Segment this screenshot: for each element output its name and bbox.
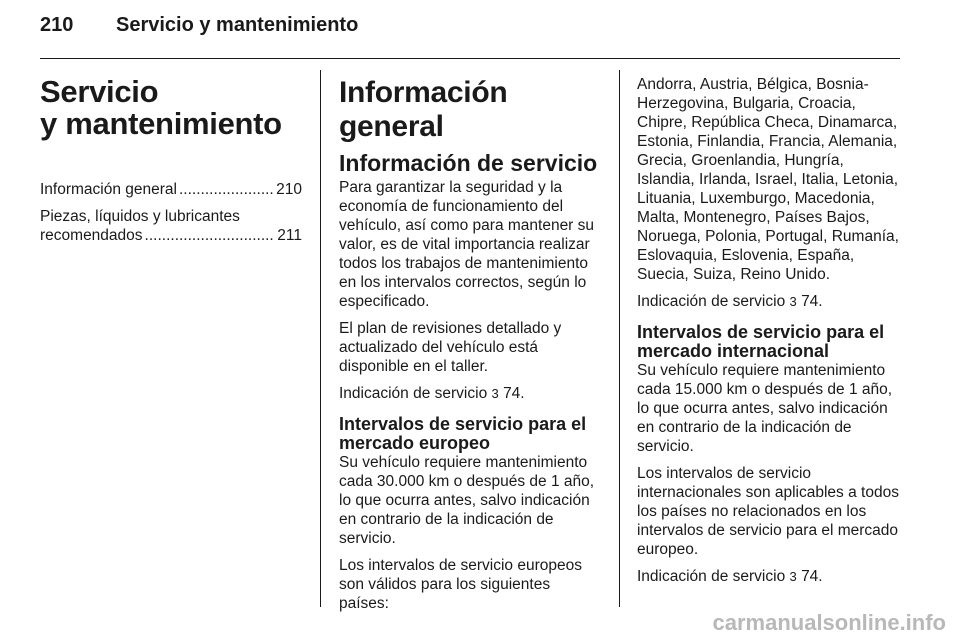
paragraph: Los intervalos de servicio europeos son válidos para los siguientes países: [339, 557, 582, 612]
header-rule [40, 58, 900, 59]
toc-label: Piezas, líquidos y lubricantes [40, 208, 240, 225]
subsection-title: Intervalos de servicio para el mercado internacional [637, 322, 885, 361]
cross-reference[interactable]: Indicación de servicio 3 74. [637, 293, 823, 310]
toc-page: 210 [276, 181, 302, 198]
paragraph: El plan de revisiones detallado y actualizado del vehículo está disponible en el taller. [339, 320, 562, 375]
country-list: Andorra, Austria, Bélgica, Bosnia-Herzegovina, Bulgaria, Croacia, Chipre, República Checa, Dinamarca, Estonia, Finlandia, Francia, Alemania, Grecia, Groenlandia, Hungría, Islandia, Irlanda, Israel, Italia, Letonia, Lituania, Luxemburgo, Macedonia, Malta, Montenegro, Países Bajos, Noruega, Polonia, Portugal, Rumanía, Eslovaquia, Eslovenia, España, Suecia, Suiza, Reino Unido. [637, 76, 899, 283]
paragraph: Su vehículo requiere mantenimiento cada 30.000 km o después de 1 año, lo que ocurra antes, salvo indicación en contrario de la indicación de servicio. [339, 454, 595, 547]
paragraph: Para garantizar la seguridad y la economía de funcionamiento del vehículo, así como para mantener su valor, es de vital importancia realizar todos los trabajos de mantenimiento en los intervalos correctos, según lo especificado. [339, 179, 595, 310]
toc-entry[interactable] [40, 207, 302, 245]
reference-page: 74. [503, 385, 525, 402]
chapter-column [40, 68, 302, 253]
reference-arrow-icon: 3 [491, 386, 499, 401]
watermark: carmanualsonline.info [712, 610, 946, 635]
toc-leader [145, 226, 276, 245]
reference-page: 74. [801, 293, 823, 310]
column-divider [320, 70, 321, 607]
reference-page: 74. [801, 568, 823, 585]
section-title: Información general [339, 76, 508, 143]
cross-reference[interactable]: Indicación de servicio 3 74. [637, 568, 823, 585]
page-number: 210 [40, 14, 74, 36]
content-column-right [637, 68, 902, 594]
subsection-title: Intervalos de servicio para el mercado europeo [339, 414, 587, 453]
subsection-title: Información de servicio [339, 150, 598, 176]
running-title: Servicio y mantenimiento [116, 14, 359, 36]
toc-label: Información general [40, 181, 177, 198]
reference-arrow-icon: 3 [789, 294, 797, 309]
paragraph: Su vehículo requiere mantenimiento cada 15.000 km o después de 1 año, lo que ocurra antes, salvo indicación en contrario de la indicación de servicio. [637, 362, 893, 455]
content-column-middle [339, 68, 604, 621]
paragraph: Los intervalos de servicio internacionales son aplicables a todos los países no relacionados en los intervalos de servicio para el mercado europeo. [637, 465, 899, 558]
cross-reference[interactable]: Indicación de servicio 3 74. [339, 385, 525, 402]
toc-label: recomendados [40, 227, 143, 244]
toc-leader [179, 180, 274, 199]
toc-page: 211 [277, 227, 302, 244]
toc-entry[interactable] [40, 180, 302, 199]
reference-arrow-icon: 3 [789, 569, 797, 584]
chapter-title: Servicio y mantenimiento [40, 74, 282, 141]
column-divider [619, 70, 620, 607]
